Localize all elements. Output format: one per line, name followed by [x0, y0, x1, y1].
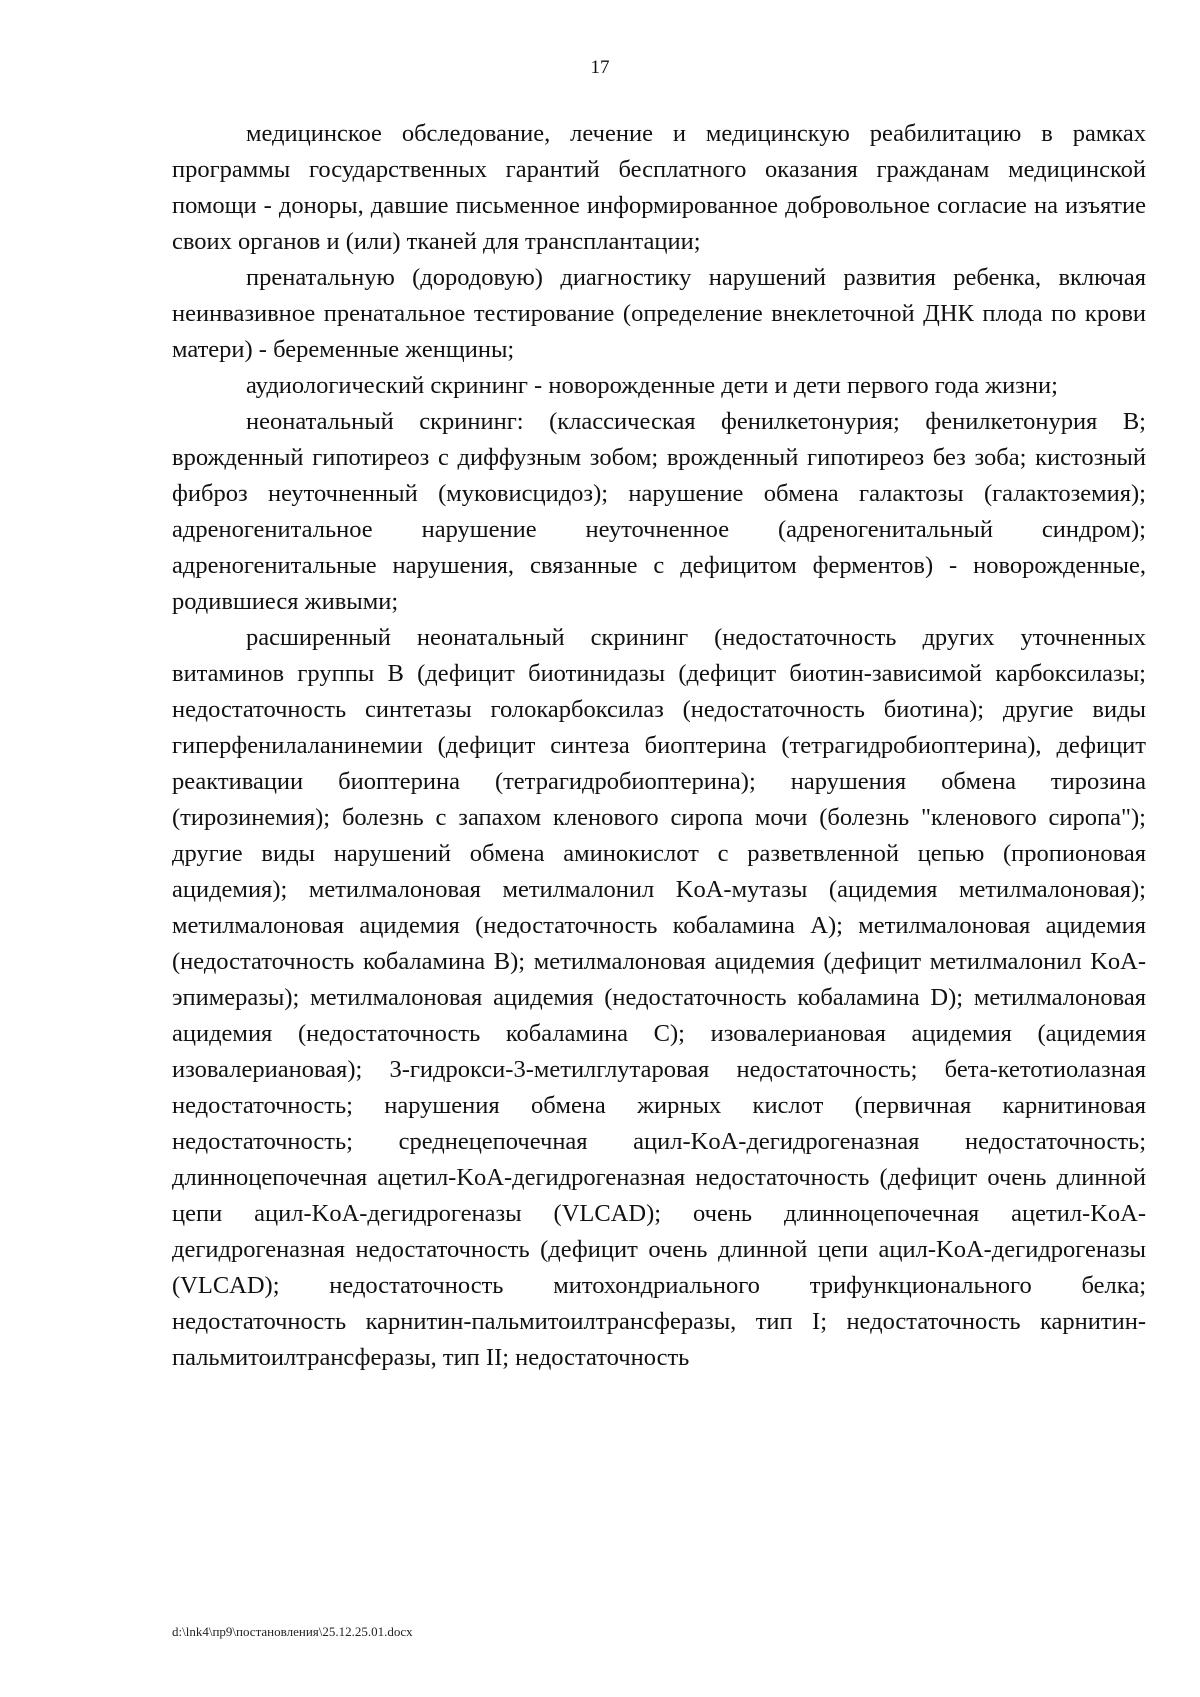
paragraph-donors: медицинское обследование, лечение и медицинскую реабилитацию в рамках программы государственных гарантий бесплатного оказания гражданам медицинской помощи - доноры, давшие письменное информированное добровольное согласие на изъятие своих органов и (или) тканей для трансплантации;: [172, 120, 1146, 255]
paragraph-extended-neonatal-screening: расширенный неонатальный скрининг (недостаточность других уточненных витаминов группы B (дефицит биотинидазы (дефицит биотин-зависимой карбоксилазы; недостаточность синтетазы голокарбоксилаз (недостаточность биотина); другие виды гиперфенилаланинемии (дефицит синтеза биоптерина (тетрагидробиоптерина), дефицит реактивации биоптерина (тетрагидробиоптерина); нарушения обмена тирозина (тирозинемия); болезнь с запахом кленового сиропа мочи (болезнь "кленового сиропа"); другие виды нарушений обмена аминокислот с разветвленной цепью (пропионовая ацидемия); метилмалоновая метилмалонил KoA-мутазы (ацидемия метилмалоновая); метилмалоновая ацидемия (недостаточность кобаламина A); метилмалоновая ацидемия (недостаточность кобаламина B); метилмалоновая ацидемия (дефицит метилмалонил KoA-эпимеразы); метилмалоновая ацидемия (недостаточность кобаламина D); метилмалоновая ацидемия (недостаточность кобаламина C); изовалериановая ацидемия (ацидемия изовалериановая); 3-гидрокси-3-метилглутаровая недостаточность; бета-кетотиолазная недостаточность; нарушения обмена жирных кислот (первичная карнитиновая недостаточность; среднецепочечная ацил-KoA-дегидрогеназная недостаточность; длинноцепочечная ацетил-KoA-дегидрогеназная недостаточность (дефицит очень длинной цепи ацил-KoA-дегидрогеназы (VLCAD); очень длинноцепочечная ацетил-KoA-дегидрогеназная недостаточность (дефицит очень длинной цепи ацил-KoA-дегидрогеназы (VLCAD); недостаточность митохондриального трифункционального белка; недостаточность карнитин-пальмитоилтрансферазы, тип I; недостаточность карнитин-пальмитоилтрансферазы, тип II; недостаточность: [172, 624, 1146, 1371]
paragraph-neonatal-screening: неонатальный скрининг: (классическая фенилкетонурия; фенилкетонурия B; врожденный гипотиреоз с диффузным зобом; врожденный гипотиреоз без зоба; кистозный фиброз неуточненный (муковисцидоз); нарушение обмена галактозы (галактоземия); адреногенитальное нарушение неуточненное (адреногенитальный синдром); адреногенитальные нарушения, связанные с дефицитом ферментов) - новорожденные, родившиеся живыми;: [172, 408, 1146, 615]
page-number: 17: [590, 57, 610, 78]
document-body: [172, 116, 1146, 1376]
paragraph-prenatal-diagnostics: пренатальную (дородовую) диагностику нарушений развития ребенка, включая неинвазивное пренатальное тестирование (определение внеклеточной ДНК плода по крови матери) - беременные женщины;: [172, 264, 1146, 363]
footer-file-path: d:\lnk4\пр9\постановления\25.12.25.01.docx: [172, 1624, 413, 1639]
paragraph-audiological-screening: аудиологический скрининг - новорожденные дети и дети первого года жизни;: [246, 372, 1058, 399]
